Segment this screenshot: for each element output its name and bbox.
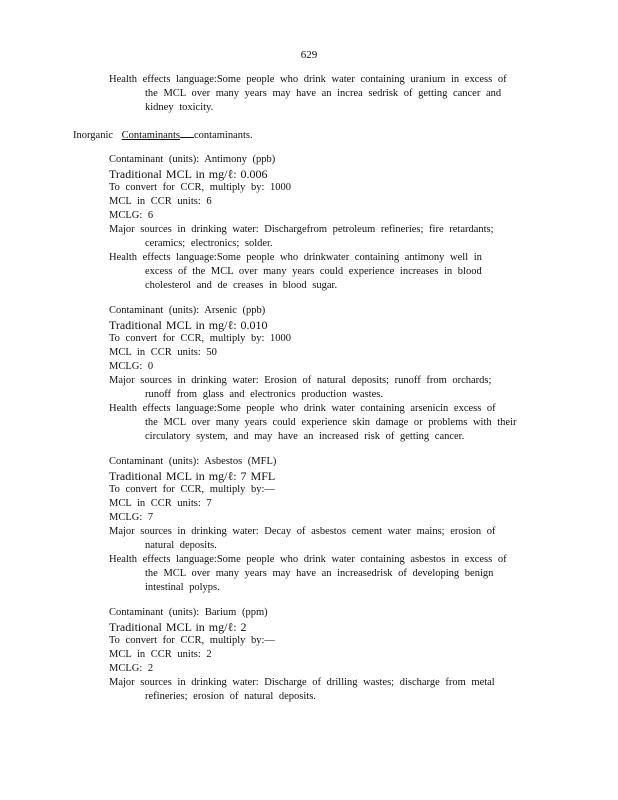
mclg-line: MCLG: 7 [109, 512, 154, 523]
health-first: Health effects language:Some people who drinkwater containing antimony well in [109, 252, 482, 263]
section-prefix: Inorganic [73, 130, 114, 141]
contaminant-line: Contaminant (units): Barium (ppm) [109, 607, 268, 618]
health-rest: the MCL over many years may have an increasedrisk of developing benign intestinal polyps. [145, 568, 494, 593]
sources-rest: runoff from glass and electronics production wastes. [145, 389, 383, 400]
top-health-effects [109, 73, 529, 115]
sources-rest: refineries; erosion of natural deposits. [145, 691, 316, 702]
contaminant-line: Contaminant (units): Arsenic (ppb) [109, 305, 266, 316]
convert-line: To convert for CCR, multiply by: 1000 [109, 333, 292, 344]
mcl-ccr-line: MCL in CCR units: 7 [109, 498, 212, 509]
mclg-line: MCLG: 6 [109, 210, 154, 221]
page-number: 629 [300, 49, 318, 61]
mcl-ccr-line: MCL in CCR units: 6 [109, 196, 212, 207]
top-health-text-line1: Some people who drink water containing uranium in excess of [216, 74, 507, 85]
traditional-mcl: Traditional MCL in mg/ℓ: 0.010 [109, 318, 268, 332]
convert-line: To convert for CCR, multiply by: 1000 [109, 182, 292, 193]
top-health-label: Health effects language: [109, 74, 217, 85]
top-health-line1 [109, 73, 529, 87]
traditional-mcl: Traditional MCL in mg/ℓ: 7 MFL [109, 469, 276, 483]
health-rest: excess of the MCL over many years could experience increases in blood cholesterol and de creases in blood sugar. [145, 266, 482, 291]
section-heading [73, 127, 253, 143]
sources-first: Major sources in drinking water: Erosion of natural deposits; runoff from orchards; [109, 375, 492, 386]
section-underline-gap [180, 127, 194, 138]
top-health-text-rest: the MCL over many years may have an increa sedrisk of getting cancer and kidney toxicity. [145, 88, 502, 113]
mclg-line: MCLG: 2 [109, 663, 154, 674]
convert-line: To convert for CCR, multiply by:— [109, 484, 275, 495]
traditional-mcl: Traditional MCL in mg/ℓ: 2 [109, 620, 247, 634]
contaminant-line: Contaminant (units): Asbestos (MFL) [109, 456, 277, 467]
sources-rest: natural deposits. [145, 540, 217, 551]
convert-line: To convert for CCR, multiply by:— [109, 635, 275, 646]
entry-barium [109, 606, 529, 704]
entry-asbestos [109, 455, 529, 595]
entry-arsenic [109, 304, 529, 444]
traditional-mcl: Traditional MCL in mg/ℓ: 0.006 [109, 167, 268, 181]
sources-first: Major sources in drinking water: Discharge of drilling wastes; discharge from metal [109, 677, 495, 688]
mclg-line: MCLG: 0 [109, 361, 154, 372]
sources-first: Major sources in drinking water: Dischargefrom petroleum refineries; fire retardants; [109, 224, 494, 235]
entry-antimony [109, 153, 529, 293]
health-rest: the MCL over many years could experience skin damage or problems with their circulatory system, and may have an increased risk of getting cancer. [145, 417, 517, 442]
mcl-ccr-line: MCL in CCR units: 2 [109, 649, 212, 660]
mcl-ccr-line: MCL in CCR units: 50 [109, 347, 217, 358]
health-first: Health effects language:Some people who drink water containing asbestos in excess of [109, 554, 507, 565]
contaminant-line: Contaminant (units): Antimony (ppb) [109, 154, 276, 165]
section-underlined: Contaminants [121, 130, 181, 141]
health-first: Health effects language:Some people who drink water containing arsenicin excess of [109, 403, 496, 414]
sources-first: Major sources in drinking water: Decay of asbestos cement water mains; erosion of [109, 526, 496, 537]
sources-rest: ceramics; electronics; solder. [145, 238, 273, 249]
section-suffix: contaminants. [194, 130, 253, 141]
